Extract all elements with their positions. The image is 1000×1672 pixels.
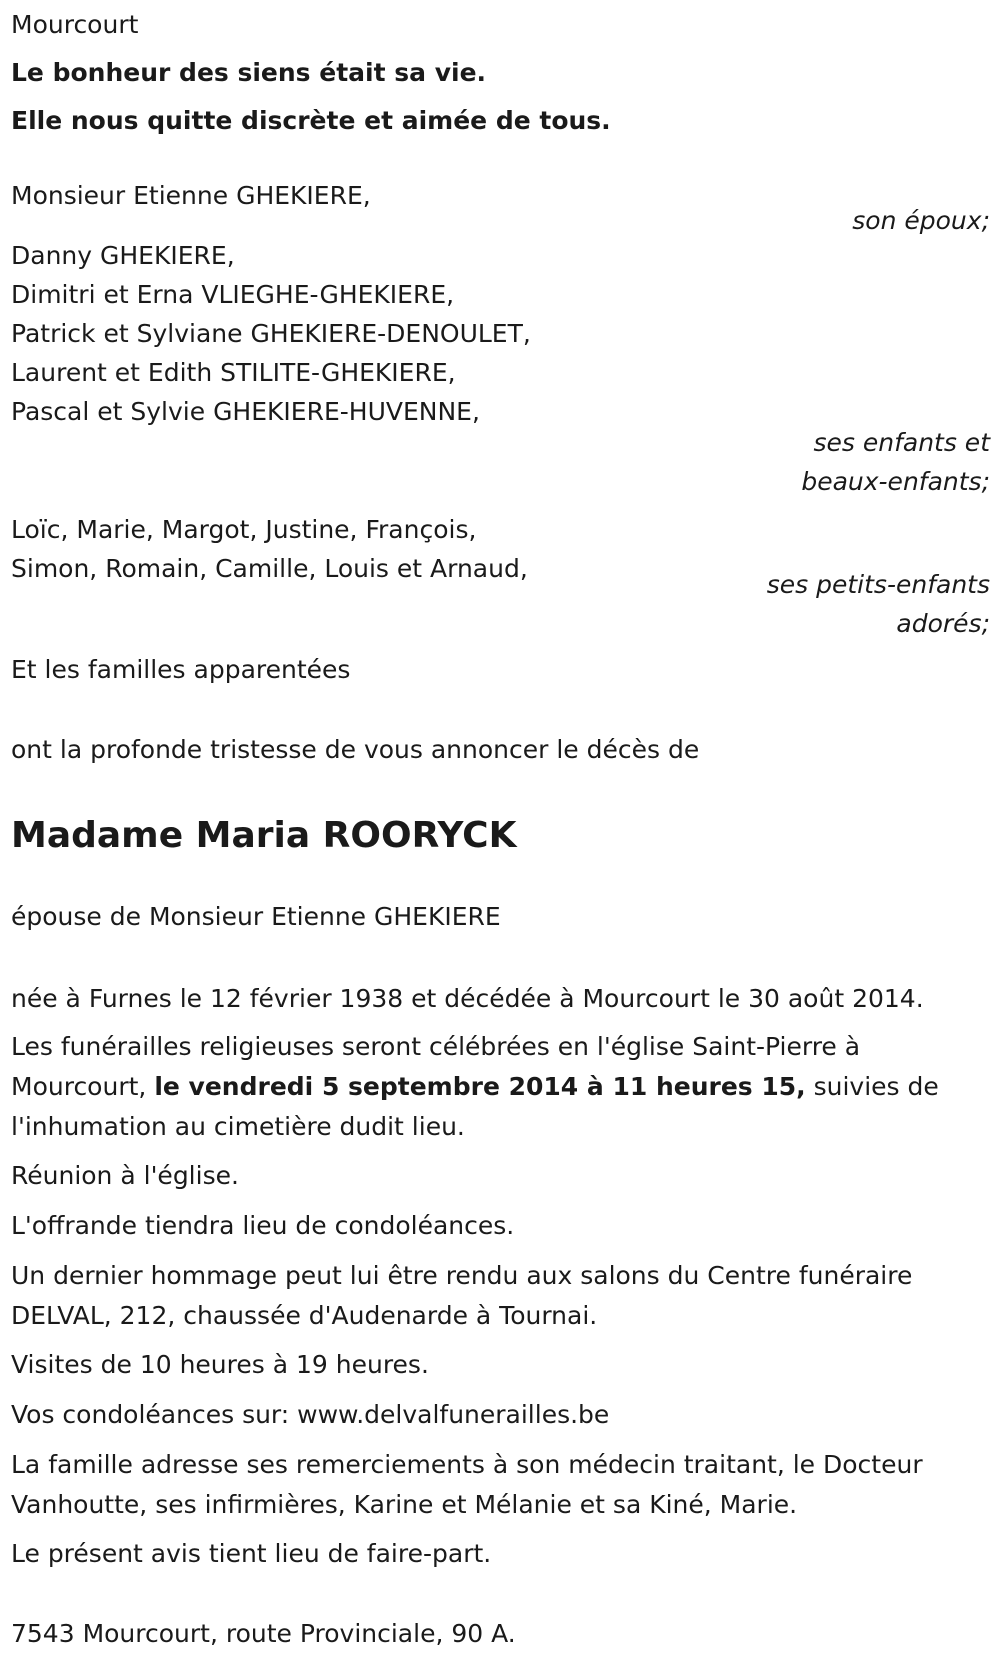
grandchildren-role-1: ses petits-enfants [766,570,990,599]
funeral-line-2-start: Mourcourt, [11,1072,155,1101]
grandchildren-name-1: Loïc, Marie, Margot, Justine, François, [11,515,477,544]
funeral-line-2-end: suivies de [805,1072,939,1101]
thanks-line-1: La famille adresse ses remerciements à son médecin traitant, le Docteur [11,1450,923,1479]
spouse-of: épouse de Monsieur Etienne GHEKIERE [11,902,501,931]
funeral-line-3: l'inhumation au cimetière dudit lieu. [11,1112,465,1141]
spouse-role: son époux; [852,206,990,235]
grandchildren-name-2: Simon, Romain, Camille, Louis et Arnaud, [11,554,528,583]
announcement: ont la profonde tristesse de vous annoncer le décès de [11,735,700,764]
tribute-line-1: Un dernier hommage peut lui être rendu aux salons du Centre funéraire [11,1261,913,1290]
notice: Le présent avis tient lieu de faire-part. [11,1539,492,1568]
families: Et les familles apparentées [11,655,351,684]
tribute-line-2: DELVAL, 212, chaussée d'Audenarde à Tournai. [11,1301,598,1330]
motto-line-1: Le bonheur des siens était sa vie. [11,58,487,87]
thanks-line-2: Vanhoutte, ses infirmières, Karine et Mélanie et sa Kiné, Marie. [11,1490,798,1519]
deceased-name: Madame Maria ROORYCK [11,815,517,856]
address: 7543 Mourcourt, route Provinciale, 90 A. [11,1619,516,1648]
spouse-name: Monsieur Etienne GHEKIERE, [11,181,371,210]
offering: L'offrande tiendra lieu de condoléances. [11,1211,515,1240]
motto-line-2: Elle nous quitte discrète et aimée de tous. [11,106,611,135]
visits: Visites de 10 heures à 19 heures. [11,1350,429,1379]
funeral-date-time: le vendredi 5 septembre 2014 à 11 heures 15, [154,1072,806,1101]
children-name-4: Laurent et Edith STILITE-GHEKIERE, [11,358,456,387]
funeral-line-2 [11,1071,939,1103]
condolences: Vos condoléances sur: www.delvalfunerailles.be [11,1400,610,1429]
children-name-3: Patrick et Sylviane GHEKIERE-DENOULET, [11,319,531,348]
reunion: Réunion à l'église. [11,1161,239,1190]
children-role-1: ses enfants et [813,428,990,457]
funeral-line-1: Les funérailles religieuses seront célébrées en l'église Saint-Pierre à [11,1032,861,1061]
born-died: née à Furnes le 12 février 1938 et décédée à Mourcourt le 30 août 2014. [11,984,924,1013]
place: Mourcourt [11,10,139,39]
children-name-2: Dimitri et Erna VLIEGHE-GHEKIERE, [11,280,455,309]
grandchildren-role-2: adorés; [896,609,990,638]
children-name-5: Pascal et Sylvie GHEKIERE-HUVENNE, [11,397,480,426]
children-role-2: beaux-enfants; [801,467,990,496]
children-name-1: Danny GHEKIERE, [11,241,235,270]
